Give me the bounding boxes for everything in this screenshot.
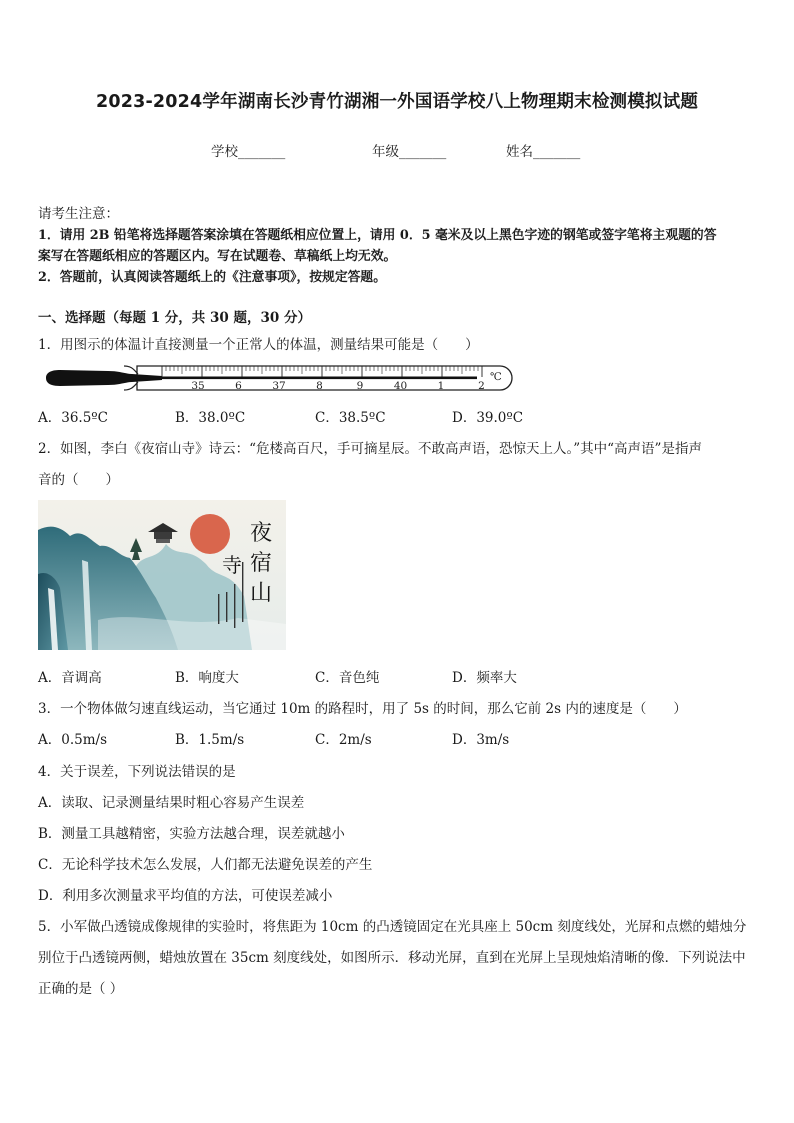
celsius-unit: ℃ xyxy=(490,371,502,383)
question-4-option-a: A．读取、记录测量结果时粗心容易产生误差 xyxy=(38,795,305,811)
question-4-option-b: B．测量工具越精密，实验方法越合理，误差就越小 xyxy=(38,826,345,842)
mist xyxy=(98,617,286,650)
notice-heading: 请考生注意： xyxy=(38,206,119,222)
question-3-option-b: B．1.5m/s xyxy=(175,732,245,748)
question-3-option-a: A．0.5m/s xyxy=(38,732,107,748)
painting-char-1: 夜 xyxy=(250,521,273,546)
notice-item-2: 2．答题前，认真阅读答题纸上的《注意事项》，按规定答题。 xyxy=(38,270,387,285)
thermometer-figure xyxy=(42,360,514,396)
painting-illustration xyxy=(38,500,286,650)
question-4-option-c: C．无论科学技术怎么发展，人们都无法避免误差的产生 xyxy=(38,857,373,873)
question-1-option-a: A．36.5ºC xyxy=(38,410,108,426)
mercury-column xyxy=(132,377,477,380)
thermometer-tick-label: 40 xyxy=(393,380,408,392)
thermometer-tick-label: 2 xyxy=(478,380,485,392)
question-2-option-c: C．音色纯 xyxy=(315,670,380,686)
grade-field: 年级_______ xyxy=(372,144,447,160)
notice-item-1-line-2: 案写在答题纸相应的答题区内。写在试题卷、草稿纸上均无效。 xyxy=(38,249,397,264)
painting-char-2: 宿 xyxy=(250,551,273,576)
question-3-option-c: C．2m/s xyxy=(315,732,372,748)
page-title: 2023-2024学年湖南长沙青竹湖湘一外国语学校八上物理期末检测模拟试题 xyxy=(95,92,699,112)
thermometer-tick-label: 9 xyxy=(356,380,364,392)
question-5-line-1: 5．小军做凸透镜成像规律的实验时，将焦距为 10cm 的凸透镜固定在光具座上 50cm 刻度线处，光屏和点燃的蜡烛分 xyxy=(38,919,747,935)
question-1-option-d: D．39.0ºC xyxy=(452,410,524,426)
painting-char-4: 寺 xyxy=(222,553,242,577)
question-4-stem: 4．关于误差，下列说法错误的是 xyxy=(38,764,236,780)
question-3-option-d: D．3m/s xyxy=(452,732,510,748)
question-4-option-d: D．利用多次测量求平均值的方法，可使误差减小 xyxy=(38,888,333,904)
thermometer-tick-label: 1 xyxy=(437,380,445,392)
red-sun xyxy=(190,514,230,554)
thermometer-ticks xyxy=(162,366,482,377)
question-3-stem: 3．一个物体做匀速直线运动，当它通过 10m 的路程时，用了 5s 的时间，那么它前 2s 内的速度是（ ） xyxy=(38,701,687,717)
thermometer-tick-label: 8 xyxy=(316,380,323,392)
thermometer-tick-label: 37 xyxy=(272,380,286,392)
thermometer-tick-label: 6 xyxy=(235,380,242,392)
question-5-line-3: 正确的是（ ） xyxy=(38,981,124,997)
question-5-line-2: 别位于凸透镜两侧，蜡烛放置在 35cm 刻度线处，如图所示．移动光屏，直到在光屏上呈现烛焰清晰的像．下列说法中 xyxy=(38,950,746,966)
thermometer-tick-label: 35 xyxy=(191,380,205,392)
question-2-option-d: D．频率大 xyxy=(452,670,517,686)
name-field: 姓名_______ xyxy=(506,144,581,160)
question-1-option-c: C．38.5ºC xyxy=(315,410,386,426)
question-2-line-1: 2．如图，李白《夜宿山寺》诗云：“危楼高百尺，手可摘星辰。不敢高声语，恐惊天上人。”其中“高声语”是指声 xyxy=(38,441,702,457)
question-2-line-2: 音的（ ） xyxy=(38,472,119,488)
painting-char-3: 山 xyxy=(250,581,273,606)
question-2-option-b: B．响度大 xyxy=(175,670,239,686)
school-field: 学校_______ xyxy=(211,144,286,160)
section-heading: 一、选择题（每题 1 分，共 30 题，30 分） xyxy=(38,310,311,326)
question-1-option-b: B．38.0ºC xyxy=(175,410,246,426)
question-1-stem: 1．用图示的体温计直接测量一个正常人的体温，测量结果可能是（ ） xyxy=(38,337,479,353)
notice-item-1-line-1: 1．请用 2B 铅笔将选择题答案涂填在答题纸相应位置上，请用 0．5 毫米及以上黑色字迹的钢笔或签字笔将主观题的答 xyxy=(38,228,717,243)
question-2-option-a: A．音调高 xyxy=(38,670,102,686)
